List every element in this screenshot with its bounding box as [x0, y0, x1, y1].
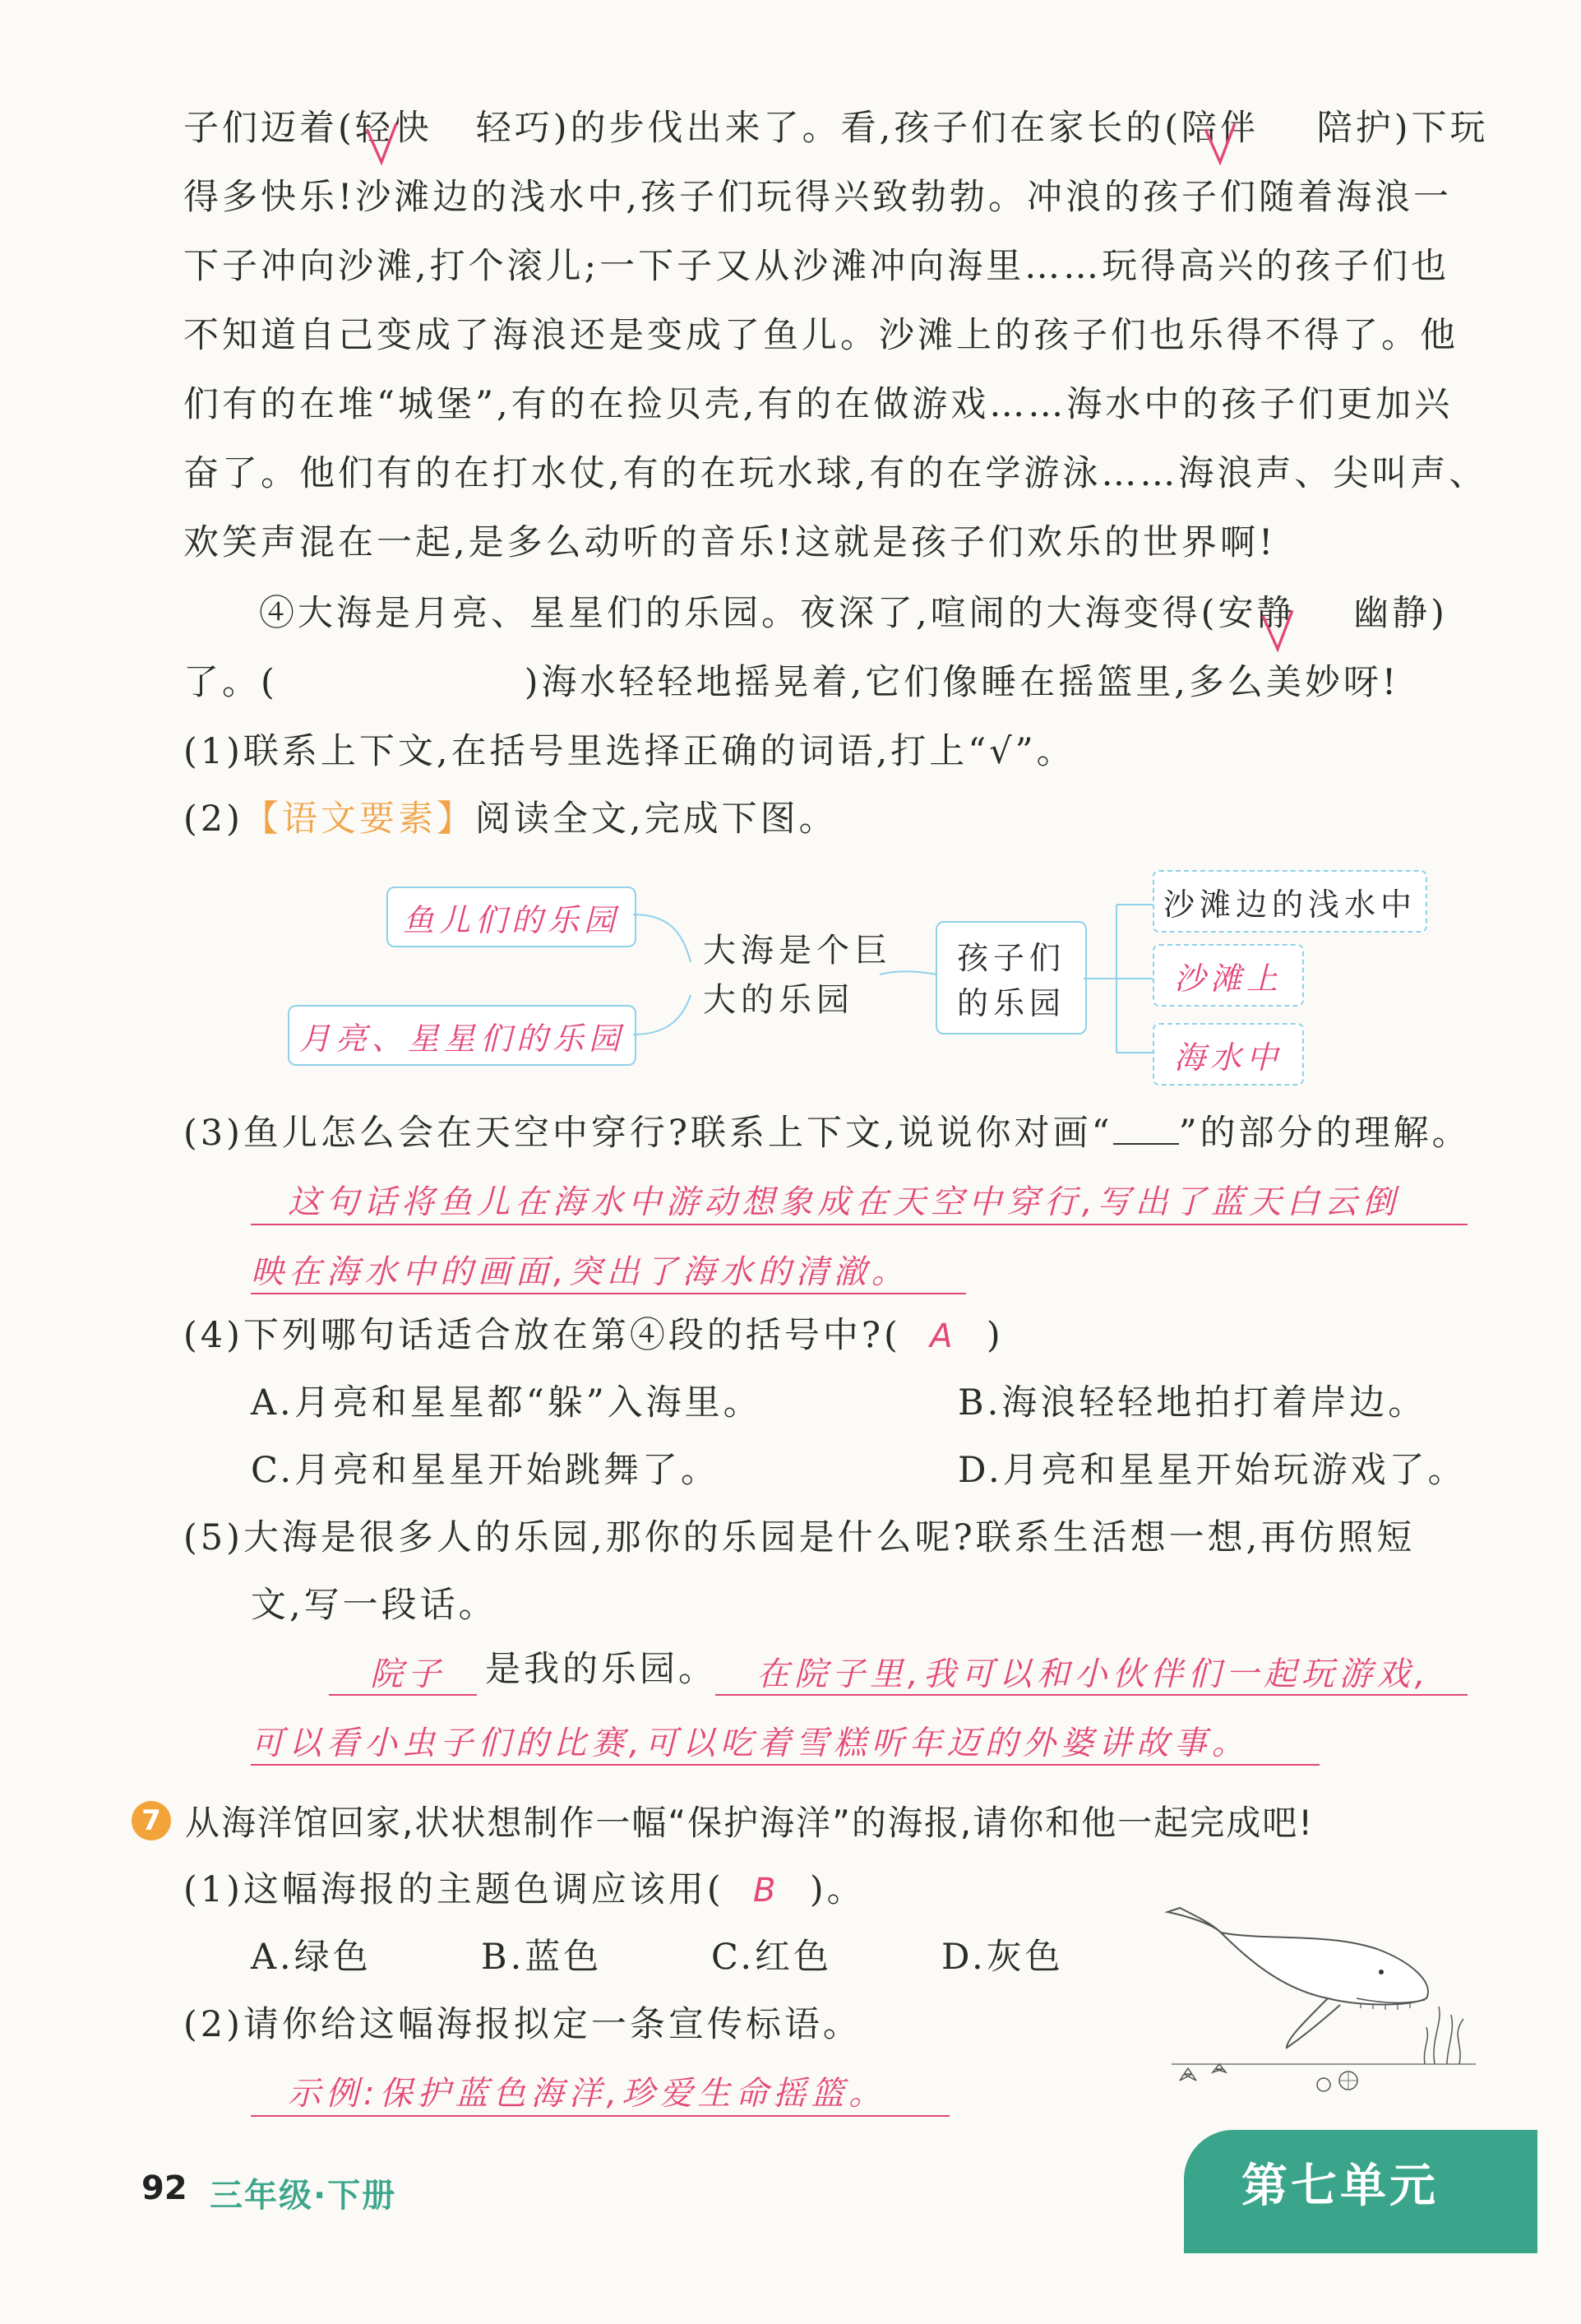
diagram-connector-mid: [880, 970, 937, 979]
answer-underline: [251, 1764, 1320, 1766]
q5-mid-text: 是我的乐园。: [485, 1649, 717, 1690]
question-5-line-2: 文,写一段话。: [251, 1585, 497, 1626]
page-number: 92: [141, 2169, 187, 2207]
answer-q4: A: [930, 1317, 958, 1355]
passage-line-1: 子们迈着(轻快 轻巧)的步伐出来了。看,孩子们在家长的(陪伴 陪护)下玩: [183, 108, 1489, 149]
diagram-box-fish-paradise: 鱼儿们的乐园: [386, 887, 636, 947]
answer-underline: [251, 1224, 1468, 1225]
q4-option-c: C.月亮和星星开始跳舞了。: [251, 1450, 720, 1491]
passage-line-7: 欢笑声混在一起,是多么动听的音乐!这就是孩子们欢乐的世界啊!: [183, 522, 1277, 563]
grade-label: 三年级·下册: [210, 2177, 397, 2215]
diagram-box-sea-water: 海水中: [1153, 1023, 1304, 1086]
option-peiban: 陪伴: [1181, 108, 1260, 149]
option-peihu: 陪护: [1316, 108, 1394, 149]
unit-title: 第七单元: [1241, 2160, 1439, 2213]
question-4: (4)下列哪句话适合放在第④段的括号中?( A ): [183, 1315, 1004, 1356]
passage-line-5: 们有的在堆“城堡”,有的在捡贝壳,有的在做游戏……海水中的孩子们更加兴: [183, 384, 1454, 425]
checkmark-icon: [1258, 609, 1297, 655]
diagram-box-moon-stars-paradise: 月亮、星星们的乐园: [288, 1005, 636, 1066]
passage-line-2: 得多快乐!沙滩边的浅水中,孩子们玩得兴致勃勃。冲浪的孩子们随着海浪一: [183, 177, 1452, 218]
checkmark-icon: [1200, 122, 1240, 168]
answer-q3-line-1: 这句话将鱼儿在海水中游动想象成在天空中穿行,写出了蓝天白云倒: [288, 1183, 1400, 1221]
answer-q7-1: B: [753, 1872, 781, 1910]
passage-line-6: 奋了。他们有的在打水仗,有的在玩水球,有的在学游泳……海浪声、尖叫声、: [183, 453, 1488, 494]
option-qingkuai: 轻快: [354, 108, 432, 149]
question-5-line-1: (5)大海是很多人的乐园,那你的乐园是什么呢?联系生活想一想,再仿照短: [183, 1517, 1416, 1558]
option-qingqiao: 轻巧: [475, 108, 553, 149]
q4-option-b: B.海浪轻轻地拍打着岸边。: [958, 1382, 1427, 1424]
passage-line-9: 了。( )海水轻轻地摇晃着,它们像睡在摇篮里,多么美妙呀!: [183, 662, 1400, 703]
passage-line-3: 下子冲向沙滩,打个滚儿;一下子又从沙滩冲向海里……玩得高兴的孩子们也: [183, 246, 1450, 287]
q7-option-a: A.绿色: [251, 1937, 372, 1978]
q4-option-d: D.月亮和星星开始玩游戏了。: [958, 1450, 1467, 1491]
checkmark-icon: [362, 122, 401, 168]
answer-underline: [251, 1293, 966, 1294]
q4-option-a: A.月亮和星星都“躲”入海里。: [251, 1382, 762, 1424]
question-1: (1)联系上下文,在括号里选择正确的词语,打上“√”。: [183, 731, 1075, 772]
q7-option-b: B.蓝色: [481, 1937, 603, 1978]
diagram-box-children-paradise: 孩子们 的乐园: [936, 921, 1087, 1035]
answer-underline: [715, 1694, 1468, 1696]
question-2: (2)【语文要素】阅读全文,完成下图。: [183, 799, 838, 840]
question-7-title: 从海洋馆回家,状状想制作一幅“保护海洋”的海报,请你和他一起完成吧!: [185, 1803, 1315, 1843]
passage-line-8: ④大海是月亮、星星们的乐园。夜深了,喧闹的大海变得(安静 幽静): [259, 593, 1448, 634]
option-youjing: 幽静: [1353, 593, 1431, 634]
answer-q3-line-2: 映在海水中的画面,突出了海水的清澈。: [251, 1253, 909, 1291]
diagram-box-shallow-water: 沙滩边的浅水中: [1153, 870, 1427, 933]
question-7-badge: 7: [132, 1801, 171, 1840]
diagram-center-label: 大海是个巨 大的乐园: [703, 932, 892, 1019]
answer-underline: [251, 2115, 950, 2117]
whale-illustration-icon: [1163, 1883, 1484, 2105]
diagram-box-beach: 沙滩上: [1153, 944, 1304, 1007]
answer-q5-fill: 院子: [370, 1655, 446, 1693]
diagram-connector-right: [1084, 888, 1158, 1077]
option-anjing: 安静: [1218, 593, 1296, 634]
passage-line-4: 不知道自己变成了海浪还是变成了鱼儿。沙滩上的孩子们也乐得不得了。他: [183, 315, 1458, 356]
answer-q7-2: 示例:保护蓝色海洋,珍爱生命摇篮。: [288, 2075, 887, 2113]
q7-sub-1: (1)这幅海报的主题色调应该用( B )。: [183, 1869, 866, 1910]
answer-q5-line-2: 可以看小虫子们的比赛,可以吃着雪糕听年迈的外婆讲故事。: [251, 1724, 1250, 1762]
q7-sub-2: (2)请你给这幅海报拟定一条宣传标语。: [183, 2004, 862, 2045]
question-3: (3)鱼儿怎么会在天空中穿行?联系上下文,说说你对画“ ”的部分的理解。: [183, 1113, 1471, 1154]
answer-underline: [329, 1694, 477, 1696]
answer-q5-line-1: 在院子里,我可以和小伙伴们一起玩游戏,: [756, 1655, 1431, 1693]
tag-language-element: 【语文要素】: [243, 799, 475, 840]
q7-option-d: D.灰色: [941, 1937, 1064, 1978]
q7-option-c: C.红色: [711, 1937, 833, 1978]
